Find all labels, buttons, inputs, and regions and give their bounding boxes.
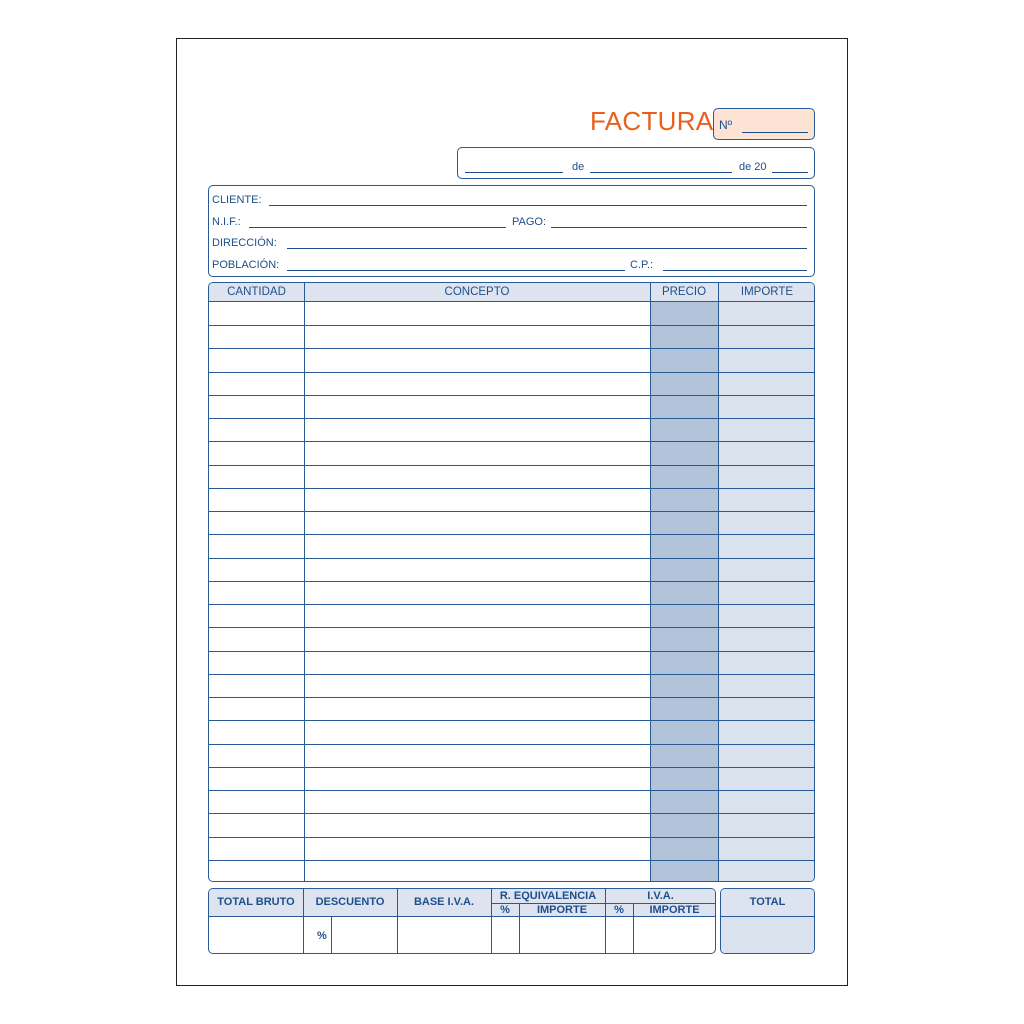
iva-importe-label: IMPORTE	[649, 904, 700, 916]
direccion-label: DIRECCIÓN:	[212, 237, 277, 249]
subheader-divider	[491, 903, 716, 904]
table-row-line	[209, 325, 815, 326]
date-year-line[interactable]	[772, 172, 808, 173]
descuento-percent-sign: %	[317, 930, 327, 942]
precio-column-fill	[650, 302, 718, 882]
iva-importe-cell[interactable]	[633, 917, 716, 954]
base-iva-cell[interactable]	[397, 917, 491, 954]
totals-divider	[605, 889, 606, 954]
table-row-line	[209, 581, 815, 582]
descuento-cell[interactable]	[331, 917, 397, 954]
header-concepto: CONCEPTO	[444, 286, 510, 298]
total-bruto-cell[interactable]	[209, 917, 303, 954]
items-table	[208, 282, 815, 882]
total-bruto-label: TOTAL BRUTO	[217, 896, 295, 908]
column-divider	[650, 283, 651, 882]
totals-divider	[303, 889, 304, 954]
iva-label: I.V.A.	[647, 890, 674, 902]
nif-label: N.I.F.:	[212, 216, 241, 228]
iva-percent-label: %	[614, 904, 624, 916]
totals-table	[208, 888, 716, 954]
invoice-number-line	[742, 132, 808, 133]
invoice-title: FACTURA	[590, 106, 714, 136]
total-box	[720, 888, 815, 954]
cp-label: C.P.:	[630, 259, 654, 271]
date-year-label: de 20	[739, 161, 767, 173]
table-row-line	[209, 441, 815, 442]
table-row-line	[209, 488, 815, 489]
table-row-line	[209, 511, 815, 512]
nif-line[interactable]	[249, 227, 506, 228]
pago-line[interactable]	[551, 227, 807, 228]
table-row-line	[209, 348, 815, 349]
table-row-line	[209, 465, 815, 466]
importe-column-fill	[718, 302, 815, 882]
table-row-line	[209, 837, 815, 838]
cliente-label: CLIENTE:	[212, 194, 262, 206]
table-row-line	[209, 651, 815, 652]
header-cantidad: CANTIDAD	[227, 286, 286, 298]
direccion-line[interactable]	[287, 248, 807, 249]
totals-divider	[491, 889, 492, 954]
table-row-line	[209, 674, 815, 675]
table-row-line	[209, 697, 815, 698]
table-row-line	[209, 372, 815, 373]
cp-line[interactable]	[663, 270, 807, 271]
pago-label: PAGO:	[512, 216, 547, 228]
column-divider	[304, 283, 305, 882]
table-row-line	[209, 790, 815, 791]
table-row-line	[209, 604, 815, 605]
client-box	[208, 185, 815, 277]
table-row-line	[209, 558, 815, 559]
date-de-label: de	[572, 161, 585, 173]
table-row-line	[209, 418, 815, 419]
invoice-number-label: Nº	[719, 118, 733, 132]
descuento-label: DESCUENTO	[315, 896, 385, 908]
date-day-line[interactable]	[465, 172, 563, 173]
r-equivalencia-label: R. EQUIVALENCIA	[499, 890, 597, 902]
table-row-line	[209, 813, 815, 814]
base-iva-label: BASE I.V.A.	[413, 896, 475, 908]
req-importe-label: IMPORTE	[536, 904, 588, 916]
table-row-line	[209, 744, 815, 745]
req-percent-label: %	[500, 904, 510, 916]
req-importe-cell[interactable]	[519, 917, 605, 954]
total-value-cell[interactable]	[721, 917, 814, 954]
column-divider	[718, 283, 719, 882]
poblacion-line[interactable]	[287, 270, 625, 271]
poblacion-label: POBLACIÓN:	[212, 259, 280, 271]
table-row-line	[209, 720, 815, 721]
cliente-line[interactable]	[269, 205, 807, 206]
table-row-line	[209, 534, 815, 535]
header-precio: PRECIO	[661, 286, 707, 298]
header-importe: IMPORTE	[740, 286, 794, 298]
date-month-line[interactable]	[590, 172, 732, 173]
table-row-line	[209, 767, 815, 768]
table-row-line	[209, 860, 815, 861]
table-row-line	[209, 627, 815, 628]
table-row-line	[209, 395, 815, 396]
total-label: TOTAL	[749, 896, 786, 908]
